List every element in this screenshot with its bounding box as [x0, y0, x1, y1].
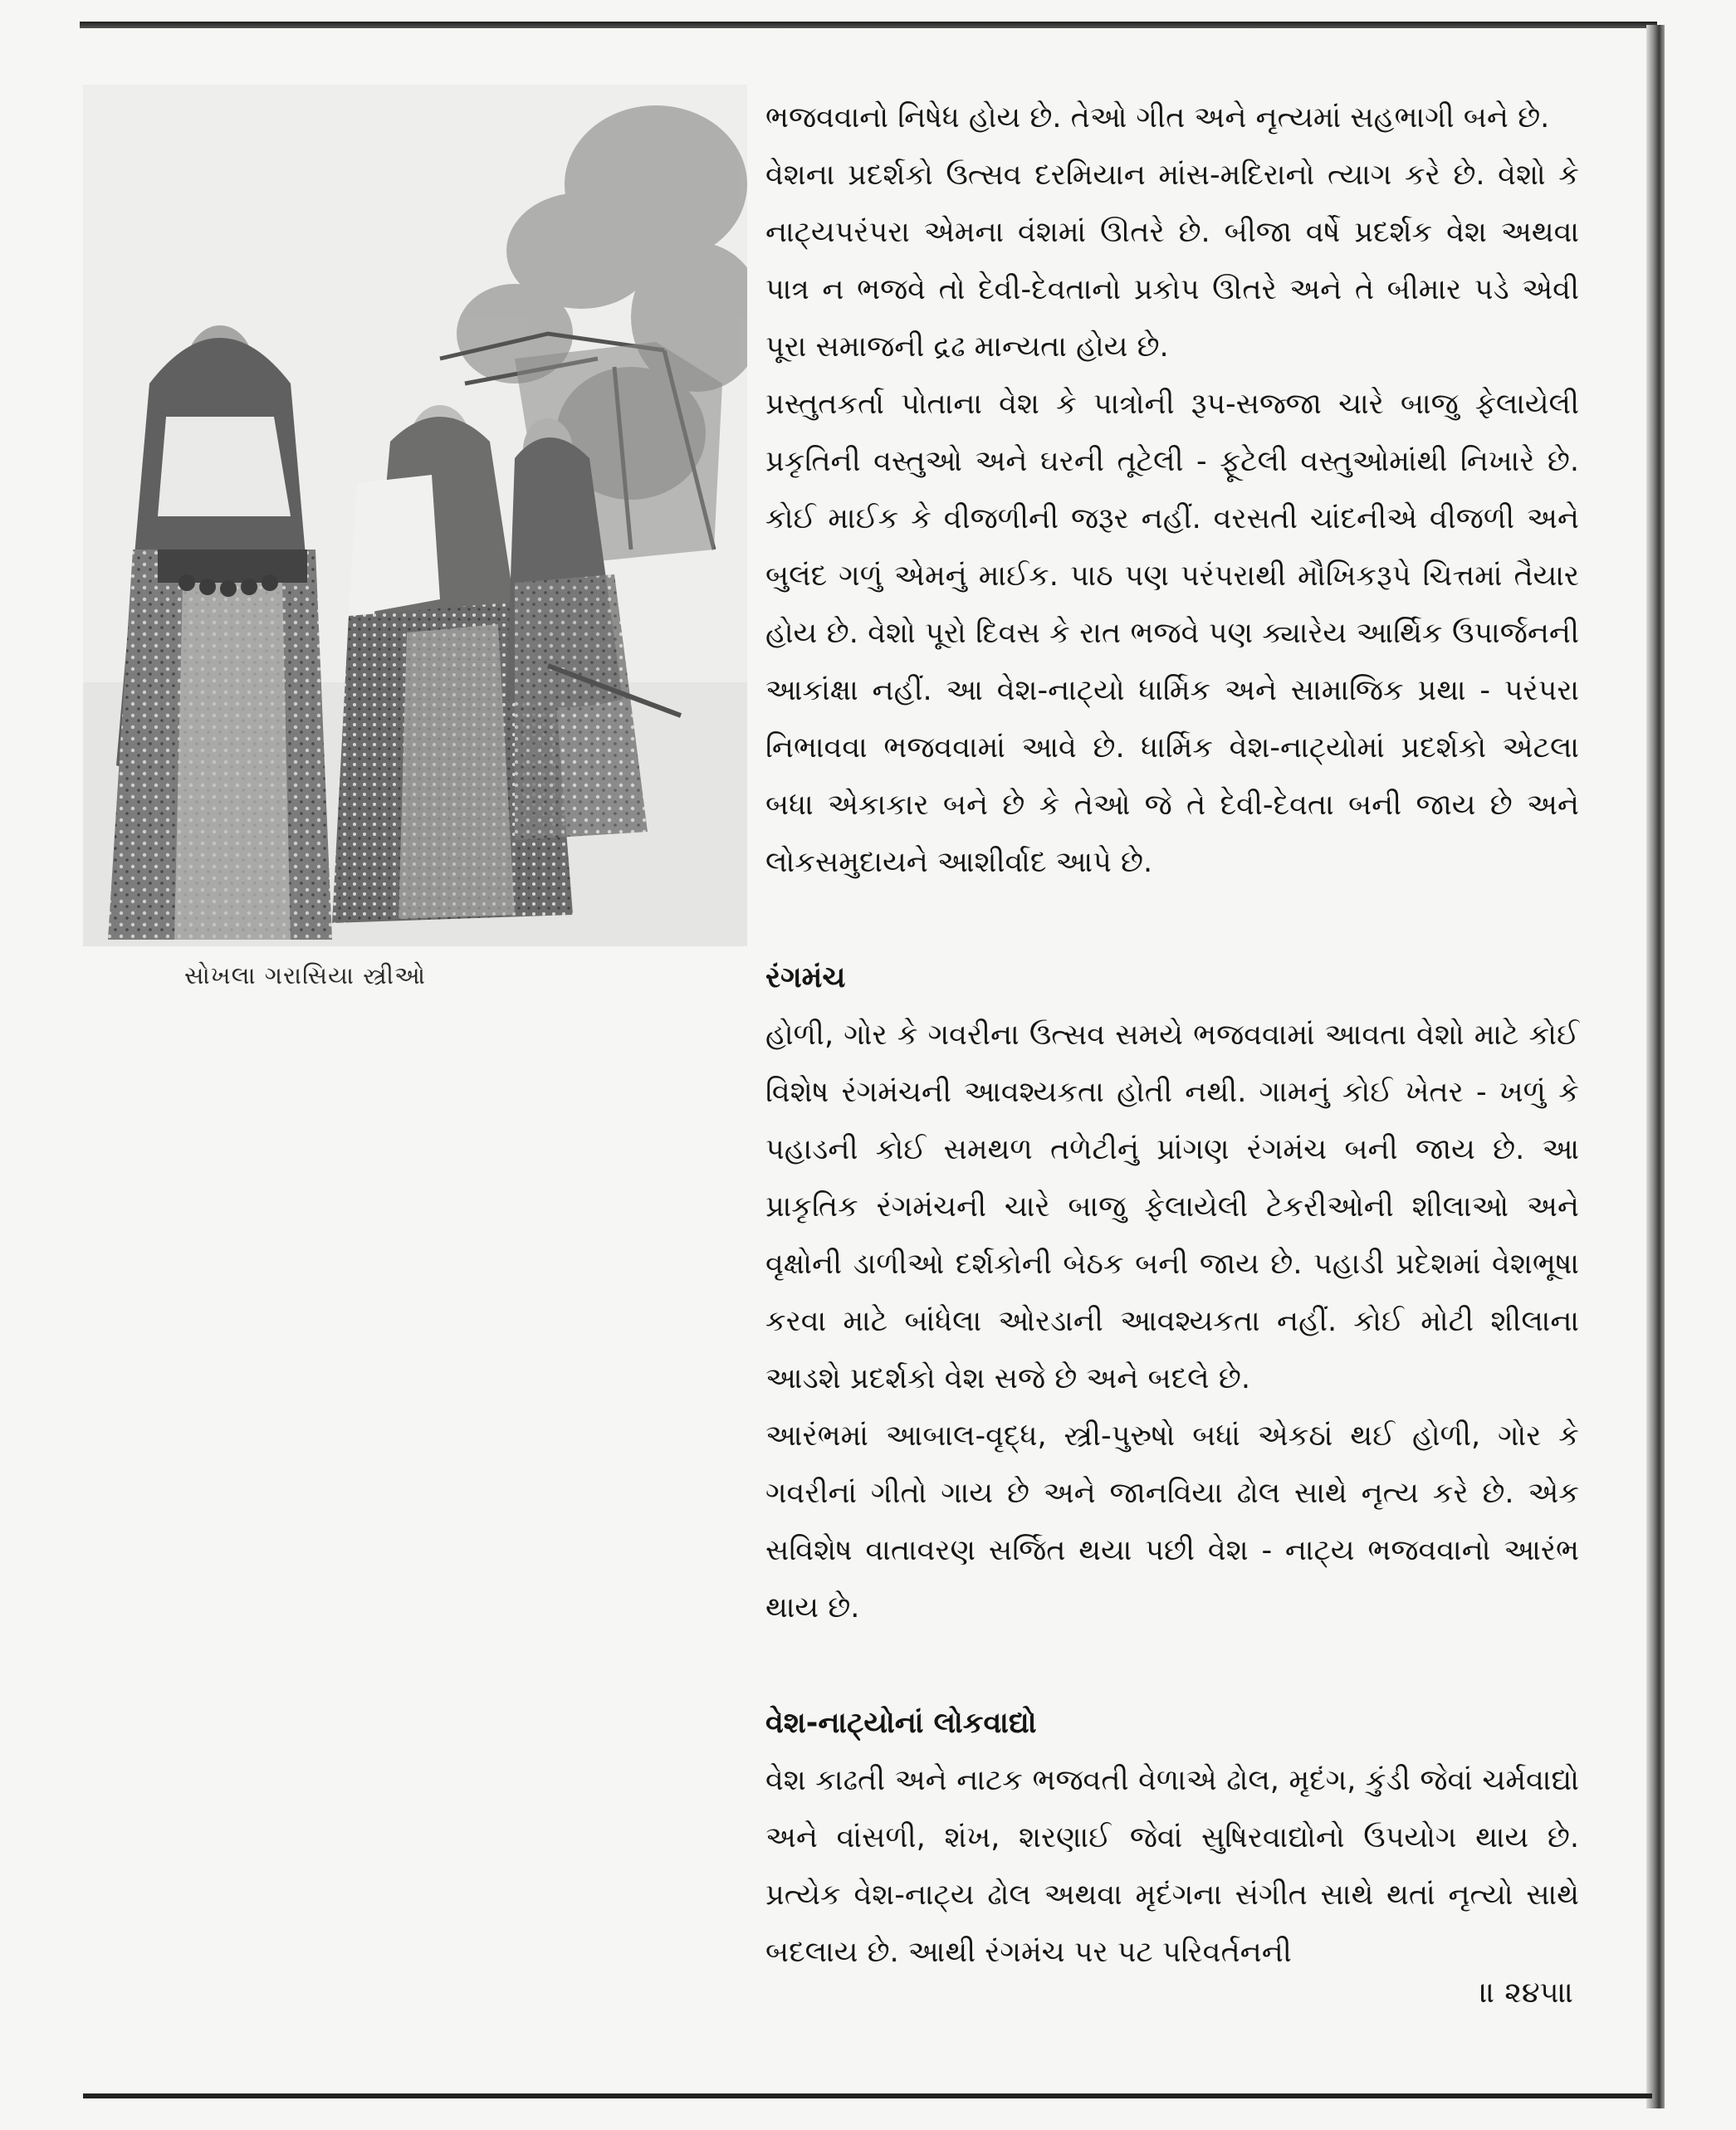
scan-top-edge: [80, 22, 1657, 28]
section-heading-stage: રંગમંચ: [765, 961, 846, 994]
photo-illustration: [83, 85, 747, 946]
paragraph-costume-and-makeup: પ્રસ્તુતકર્તા પોતાના વેશ કે પાત્રોની રૂપ-સજ્જા ચારે બાજુ ફેલાયેલી પ્રકૃતિની વસ્તુઓ અને ઘરની તૂટેલી - ફૂટેલી વસ્તુઓમાંથી નિખારે છે. કોઈ માઈક કે વીજળીની જરૂર નહીં. વરસતી ચાંદનીએ વીજળી અને બુલંદ ગળું એમનું માઈક. પાઠ પણ પરંપરાથી મૌખિકરૂપે ચિત્તમાં તૈયાર હોય છે. વેશો પૂરો દિવસ કે રાત ભજવે પણ ક્યારેય આર્થિક ઉપાર્જનની આકાંક્ષા નહીં. આ વેશ-નાટ્યો ધાર્મિક અને સામાજિક પ્રથા - પરંપરા નિભાવવા ભજવવામાં આવે છે. ધાર્મિક વેશ-નાટ્યોમાં પ્રદર્શકો એટલા બધા એકાકાર બને છે કે તેઓ જે તે દેવી-દેવતા બની જાય છે અને લોકસમુદાયને આશીર્વાદ આપે છે.: [765, 388, 1579, 879]
scan-bottom-edge: [83, 2093, 1652, 2098]
section-heading-folk-instruments: વેશ-નાટ્યોનાં લોકવાદ્યો: [765, 1707, 1037, 1740]
paragraph-instruments: વેશ કાઢતી અને નાટક ભજવતી વેળાએ ઢોલ, મૃદંગ, કુંડી જેવાં ચર્મવાદ્યો અને વાંસળી, શંખ, શરણાઈ જેવાં સુષિરવાદ્યોનો ઉપયોગ થાય છે. પ્રત્યેક વેશ-નાટ્ય ઢોલ અથવા મૃદંગના સંગીત સાથે થતાં નૃત્યો સાથે બદલાય છે. આથી રંગમંચ પર પટ પરિવર્તનની: [765, 1764, 1579, 1969]
paragraph-natural-stage: હોળી, ગોર કે ગવરીના ઉત્સવ સમયે ભજવવામાં આવતા વેશો માટે કોઈ વિશેષ રંગમંચની આવશ્યકતા હોતી નથી. ગામનું કોઈ ખેતર - ખળું કે પહાડની કોઈ સમથળ તળેટીનું પ્રાંગણ રંગમંચ બની જાય છે. આ પ્રાકૃતિક રંગમંચની ચારે બાજુ ફેલાયેલી ટેકરીઓની શીલાઓ અને વૃક્ષોની ડાળીઓ દર્શકોની બેઠક બની જાય છે. પહાડી પ્રદેશમાં વેશભૂષા કરવા માટે બાંધેલા ઓરડાની આવશ્યકતા નહીં. કોઈ મોટી શીલાના આડશે પ્રદર્શકો વેશ સજે છે અને બદલે છે.: [765, 1019, 1579, 1395]
paragraph-performers-abstinence: વેશના પ્રદર્શકો ઉત્સવ દરમિયાન માંસ-મદિરાનો ત્યાગ કરે છે. વેશો કે નાટ્યપરંપરા એમના વંશમાં ઊતરે છે. બીજા વર્ષે પ્રદર્શક વેશ અથવા પાત્ર ન ભજવે તો દેવી-દેવતાનો પ્રકોપ ઊતરે અને તે બીમાર પડે એવી પૂરા સમાજની દ્રઢ માન્યતા હોય છે.: [765, 159, 1579, 364]
photo-caption: સોખલા ગરાસિયા સ્ત્રીઓ: [184, 961, 426, 989]
scan-right-edge: [1646, 25, 1665, 2108]
main-text-column: [765, 90, 1579, 1981]
page-number: ॥ ૨૪૫॥: [1479, 1976, 1574, 2010]
paragraph-opening-rituals: આરંભમાં આબાલ-વૃદ્ધ, સ્ત્રી-પુરુષો બધાં એકઠાં થઈ હોળી, ગોર કે ગવરીનાં ગીતો ગાય છે અને જાનવિયા ઢોલ સાથે નૃત્ય કરે છે. એક સવિશેષ વાતાવરણ સર્જિત થયા પછી વેશ - નાટ્ય ભજવવાનો આરંભ થાય છે.: [765, 1419, 1579, 1624]
paragraph-intro-continuation: ભજવવાનો નિષેધ હોય છે. તેઓ ગીત અને નૃત્યમાં સહભાગી બને છે.: [765, 101, 1550, 134]
photo-garasiya-women: [83, 85, 747, 946]
